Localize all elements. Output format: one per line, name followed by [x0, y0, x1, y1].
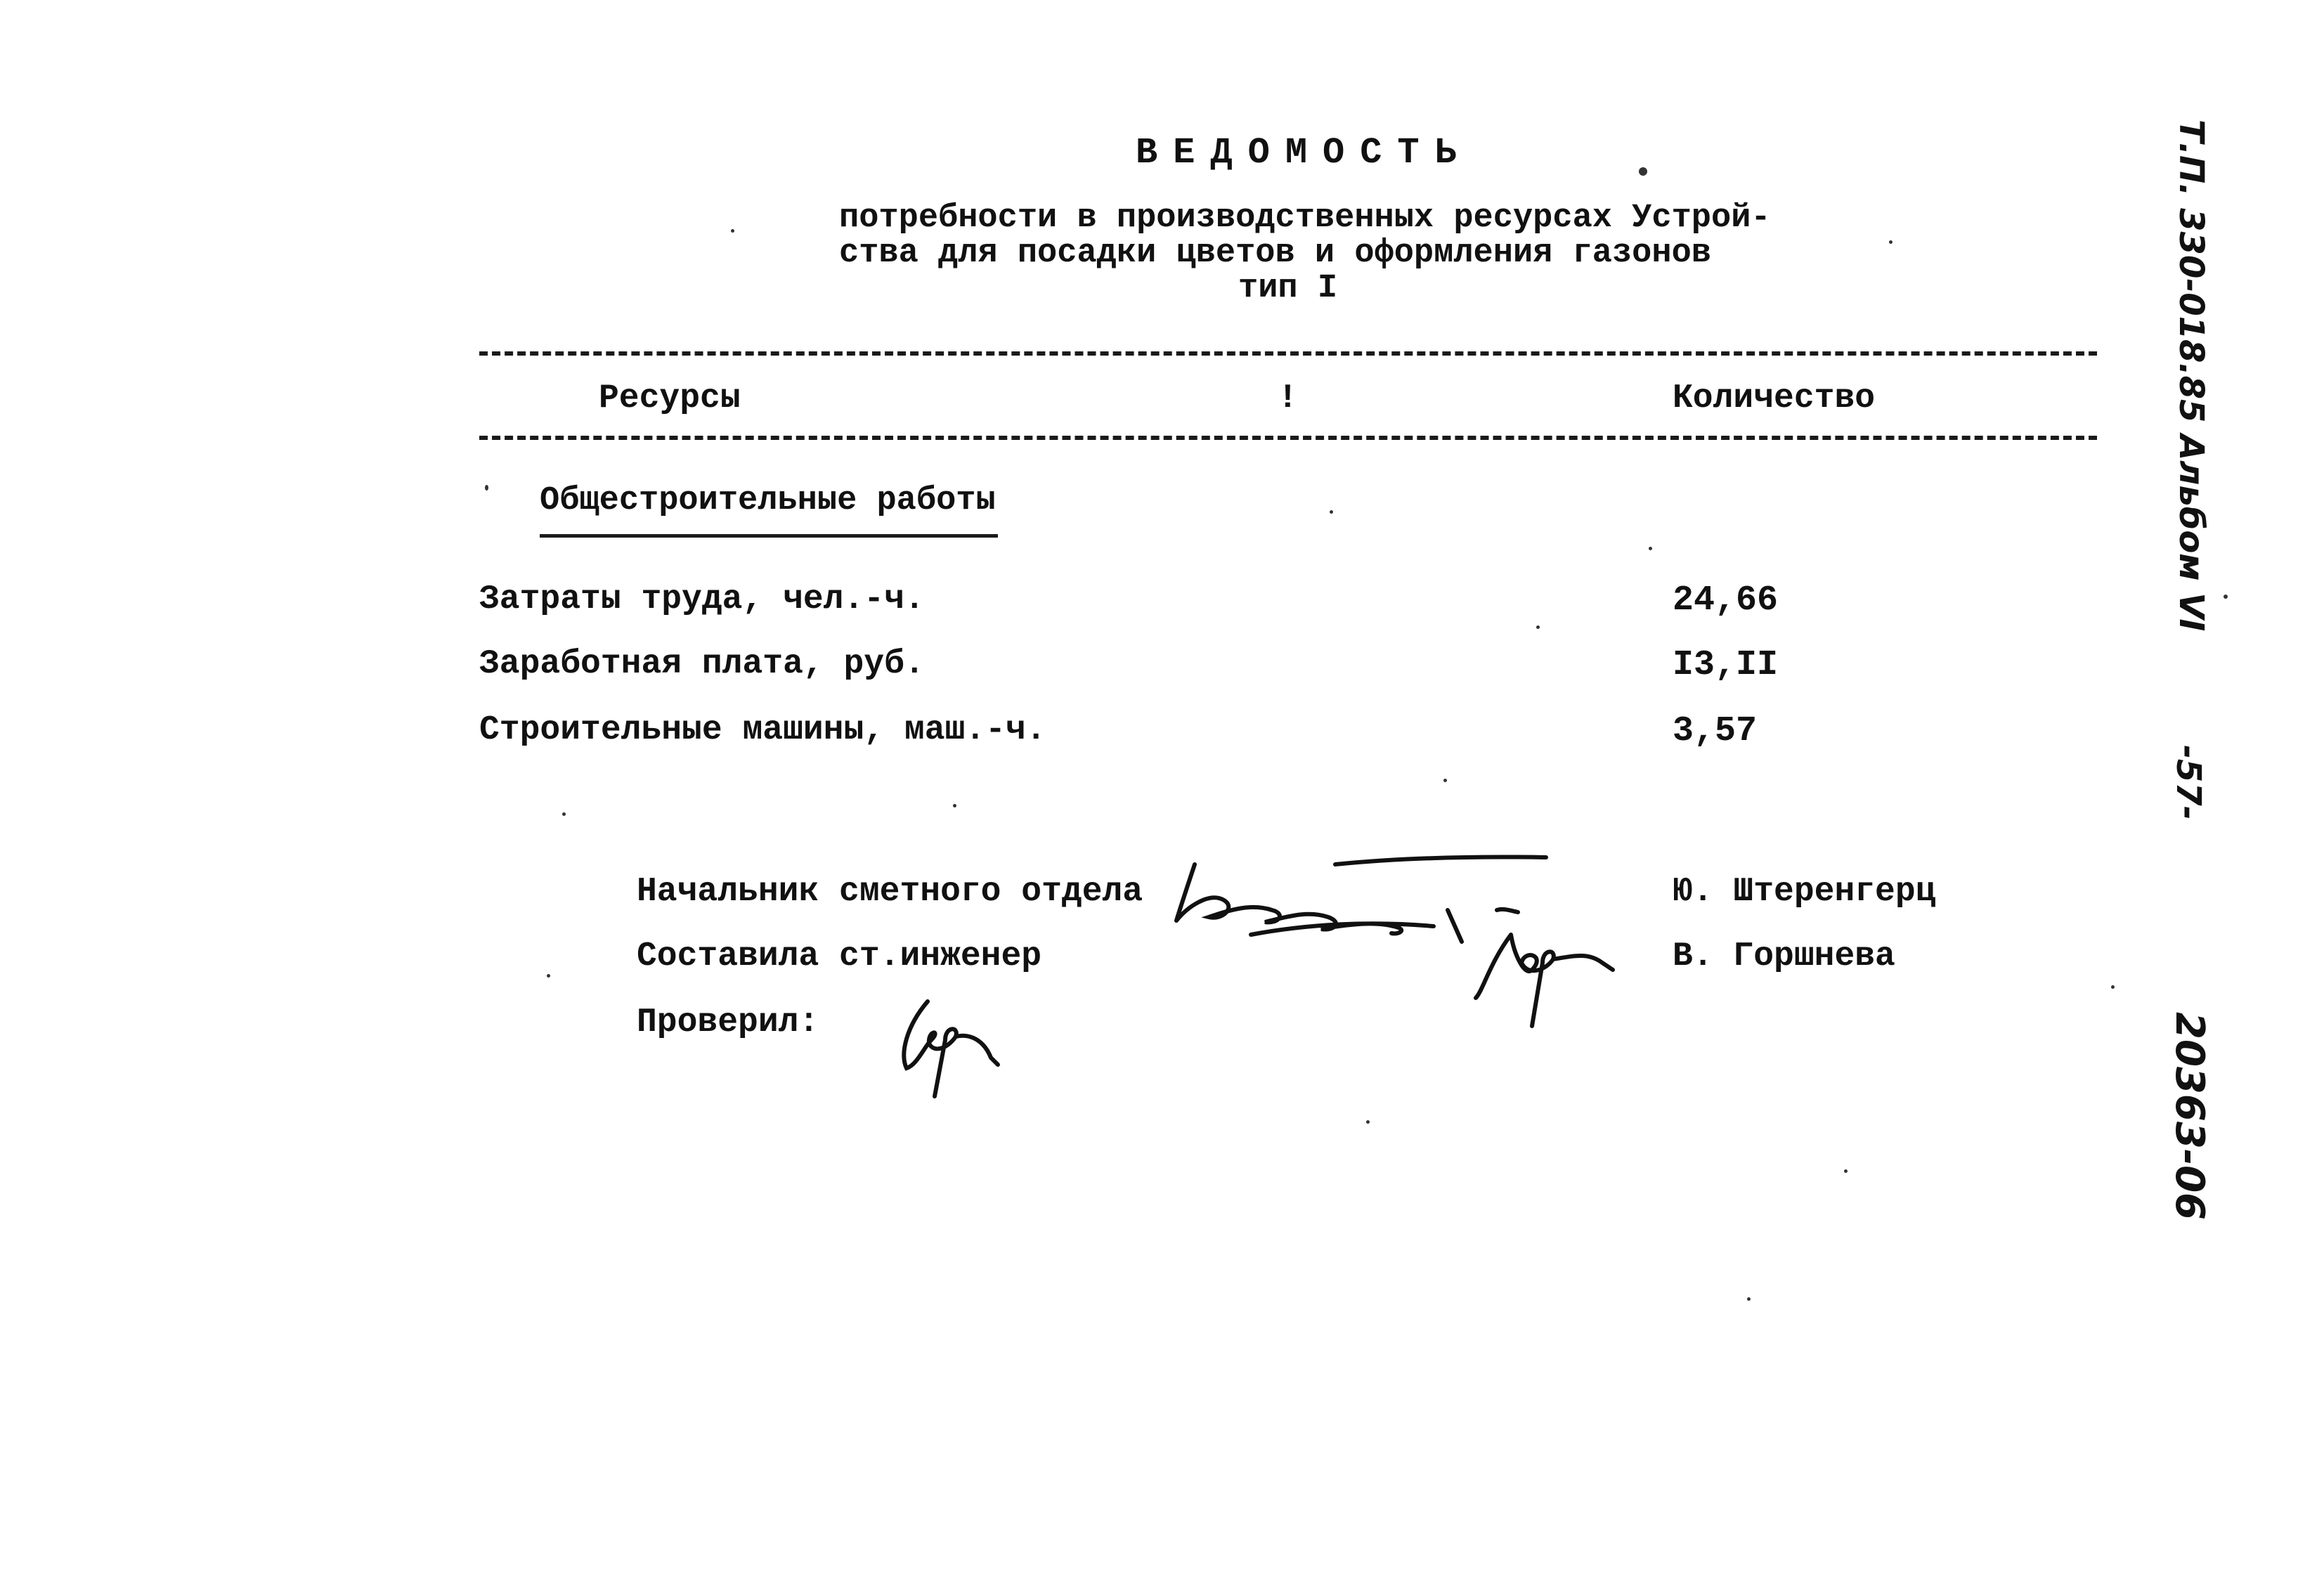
scan-speck: [731, 229, 734, 233]
scan-speck: [562, 812, 566, 816]
header-resources: Ресурсы: [599, 379, 741, 417]
scan-speck: [1536, 625, 1540, 629]
table-top-divider: [479, 351, 2097, 356]
header-separator: !: [1278, 379, 1298, 417]
scan-speck: [1889, 240, 1893, 244]
scan-speck: [1443, 779, 1447, 782]
scan-speck: [1649, 547, 1652, 550]
table-header-divider: [479, 436, 2097, 440]
row-label-labor: Затраты труда, чел.-ч.: [479, 580, 925, 618]
margin-note-page: -57-: [2169, 745, 2208, 820]
scan-speck: [953, 804, 956, 807]
scan-speck: [1639, 167, 1647, 176]
scan-speck: [547, 974, 550, 978]
scan-speck: [1366, 1120, 1370, 1124]
row-value-labor: 24,66: [1673, 580, 1779, 621]
signature-name-head: Ю. Штеренгерц: [1673, 873, 1936, 911]
section-underline: [540, 534, 998, 538]
margin-note-reference: Т.П. 330-018.85 Альбом VI: [2172, 119, 2211, 632]
signature-role-checker: Проверил:: [637, 1004, 819, 1041]
scan-speck: [1330, 510, 1333, 514]
handwritten-signature-compiler: [1469, 921, 1644, 1033]
scan-speck: [2224, 595, 2228, 599]
row-label-wages: Заработная плата, руб.: [479, 645, 925, 683]
scan-speck: [485, 485, 488, 491]
row-value-wages: I3,II: [1673, 645, 1779, 685]
margin-note-code: 20363-06: [2167, 1012, 2212, 1220]
document-title: ВЕДОМОСТЬ: [1136, 132, 1472, 174]
signature-role-compiler: Составила ст.инженер: [637, 937, 1042, 975]
scan-speck: [1844, 1169, 1848, 1173]
header-quantity: Количество: [1673, 379, 1876, 417]
scan-speck: [1747, 1297, 1751, 1301]
handwritten-signature-checker: [885, 991, 1026, 1103]
signature-role-head: Начальник сметного отдела: [637, 873, 1143, 911]
section-title: Общестроительные работы: [540, 482, 996, 519]
signature-name-compiler: В. Горшнева: [1673, 937, 1895, 975]
document-subtitle-line-3: тип I: [1238, 270, 1338, 307]
document-subtitle-line-1: потребности в производственных ресурсах Устрой-: [839, 200, 1771, 237]
row-label-machines: Строительные машины, маш.-ч.: [479, 711, 1046, 749]
scan-speck: [2111, 985, 2115, 989]
row-value-machines: 3,57: [1673, 711, 1758, 751]
document-subtitle-line-2: ства для посадки цветов и оформления газонов: [839, 235, 1712, 272]
